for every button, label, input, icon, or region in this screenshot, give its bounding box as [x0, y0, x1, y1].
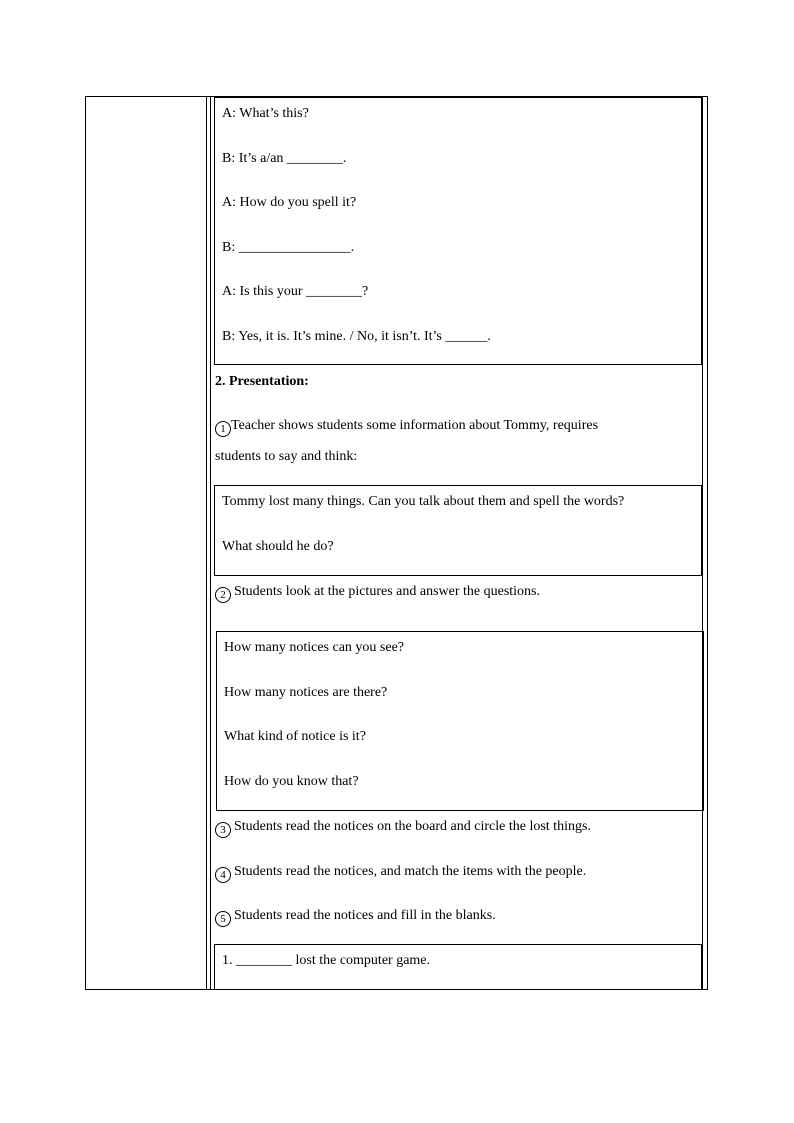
step-1-number: 1 — [215, 421, 231, 437]
step-2 — [215, 584, 540, 603]
dialogue-line-2: B: It’s a/an ________. — [222, 151, 347, 166]
step-4-number: 4 — [215, 867, 231, 883]
question-1: How many notices can you see? — [224, 640, 404, 655]
tommy-line-1: Tommy lost many things. Can you talk about them and spell the words? — [222, 494, 625, 509]
step-5-text: Students read the notices and fill in the blanks. — [234, 908, 496, 923]
question-2: How many notices are there? — [224, 685, 388, 700]
step-3 — [215, 819, 591, 838]
step-1-text: Teacher shows students some information about Tommy, requires — [231, 418, 599, 433]
table-right-rule — [702, 96, 703, 990]
step-4 — [215, 864, 586, 883]
step-5 — [215, 908, 496, 927]
step-1-text-continued: students to say and think: — [215, 449, 358, 464]
question-4: How do you know that? — [224, 774, 359, 789]
step-4-text: Students read the notices, and match the items with the people. — [234, 864, 587, 879]
step-1 — [215, 418, 598, 437]
presentation-heading: 2. Presentation: — [215, 374, 309, 389]
dialogue-line-6: B: Yes, it is. It’s mine. / No, it isn’t. It’s ______. — [222, 329, 491, 344]
question-3: What kind of notice is it? — [224, 729, 366, 744]
step-5-number: 5 — [215, 911, 231, 927]
dialogue-line-4: B: ________________. — [222, 240, 355, 255]
step-3-text: Students read the notices on the board and circle the lost things. — [234, 819, 591, 834]
table-column-divider — [206, 96, 211, 990]
dialogue-line-5: A: Is this your ________? — [222, 284, 369, 299]
dialogue-line-3: A: How do you spell it? — [222, 195, 357, 210]
step-2-text: Students look at the pictures and answer the questions. — [234, 584, 540, 599]
fill-blank-line-1: 1. ________ lost the computer game. — [222, 953, 431, 968]
dialogue-box — [214, 97, 702, 365]
dialogue-line-1: A: What’s this? — [222, 106, 309, 121]
tommy-line-2: What should he do? — [222, 539, 334, 554]
step-2-number: 2 — [215, 587, 231, 603]
step-3-number: 3 — [215, 822, 231, 838]
